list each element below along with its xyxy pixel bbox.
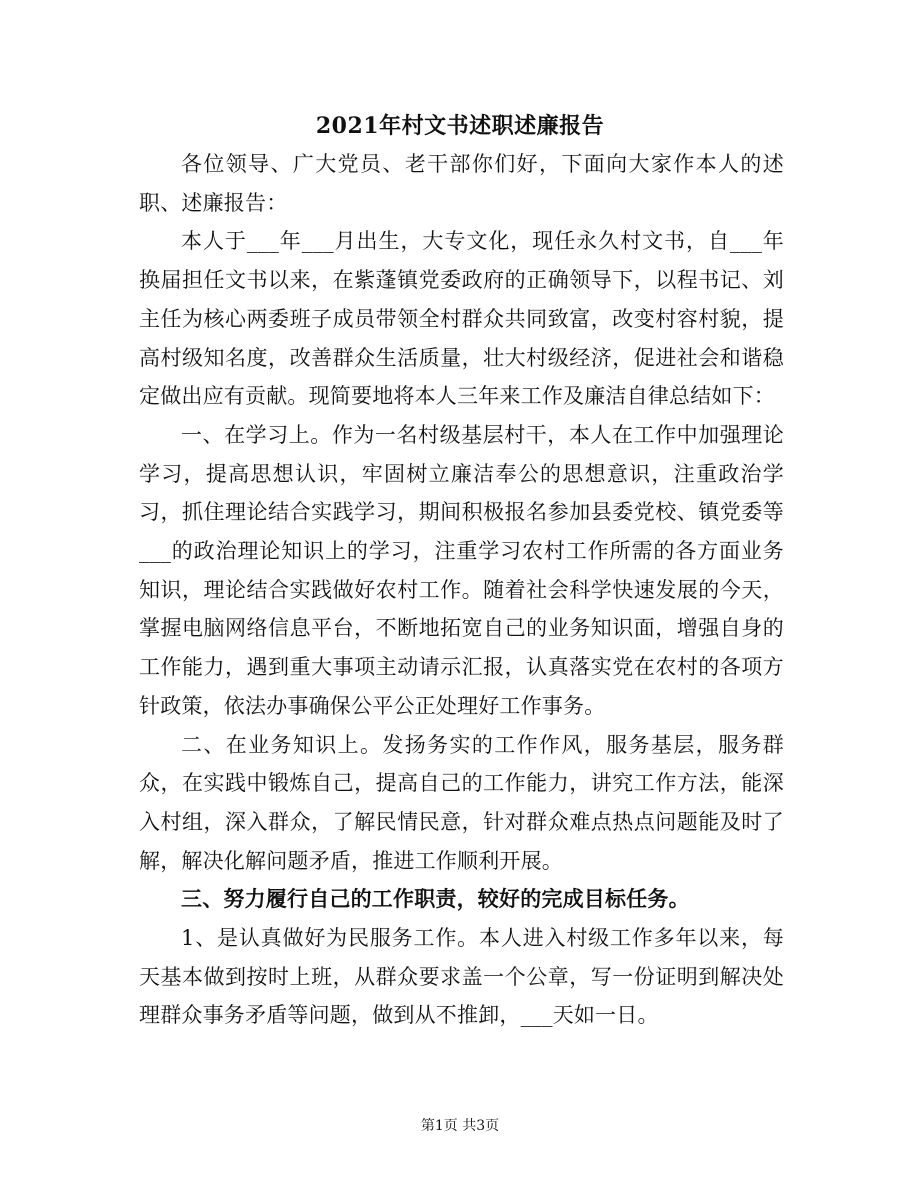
paragraph-study: 一、在学习上。作为一名村级基层村干，本人在工作中加强理论学习，提高思想认识，牢固树立廉洁奉公的思想意识，注重政治学习，抓住理论结合实践学习，期间积极报名参加县委党校、镇党委等___的政治理论知识上的学习，注重学习农村工作所需的各方面业务知识，理论结合实践做好农村工作。随着社会科学快速发展的今天，掌握电脑网络信息平台，不断地拓宽自己的业务知识面，增强自身的工作能力，遇到重大事项主动请示汇报，认真落实党在农村的各项方针政策，依法办事确保公平公正处理好工作事务。 (139, 422, 784, 718)
document-body (139, 145, 784, 1035)
paragraph-greeting: 各位领导、广大党员、老干部你们好，下面向大家作本人的述职、述廉报告： (139, 152, 784, 215)
page-number: 第1页 共3页 (420, 1118, 500, 1134)
paragraph-business-knowledge: 二、在业务知识上。发扬务实的工作作风，服务基层，服务群众，在实践中锻炼自己，提高自己的工作能力，讲究工作方法，能深入村组，深入群众，了解民情民意，针对群众难点热点问题能及时了解，解决化解问题矛盾，推进工作顺利开展。 (139, 732, 784, 873)
paragraph-public-service: 1、是认真做好为民服务工作。本人进入村级工作多年以来，每天基本做到按时上班，从群众要求盖一个公章，写一份证明到解决处理群众事务矛盾等问题，做到从不推卸，___天如一日。 (139, 926, 784, 1028)
document-title: 2021年村文书述职述廉报告 (315, 113, 605, 139)
section-heading-duties: 三、努力履行自己的工作职责，较好的完成目标任务。 (181, 886, 690, 912)
paragraph-introduction: 本人于___年___月出生，大专文化，现任永久村文书，自___年换届担任文书以来，在紫蓬镇党委政府的正确领导下，以程书记、刘主任为核心两委班子成员带领全村群众共同致富，改变村容村貌，提高村级知名度，改善群众生活质量，壮大村级经济，促进社会和谐稳定做出应有贡献。现简要地将本人三年来工作及廉洁自律总结如下： (139, 229, 784, 409)
